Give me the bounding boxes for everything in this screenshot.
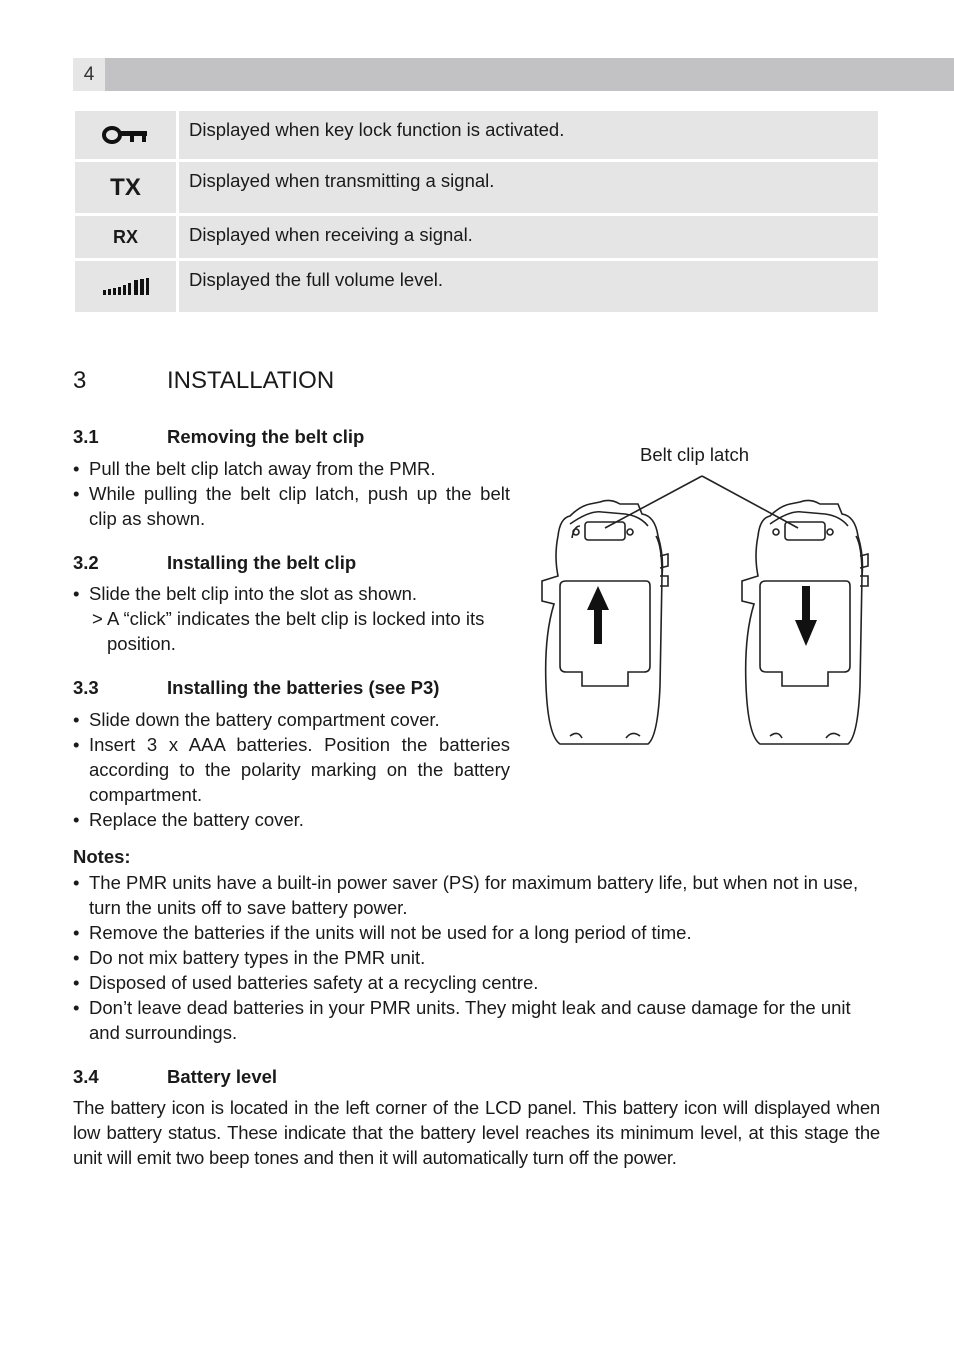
subsection-title: Installing the belt clip bbox=[167, 552, 357, 573]
table-row bbox=[75, 162, 878, 213]
bullet-list bbox=[73, 707, 510, 832]
key-icon bbox=[101, 124, 151, 146]
subsection-title: Installing the batteries (see P3) bbox=[167, 677, 440, 698]
list-item: • The PMR units have a built-in power saver (PS) for maximum battery life, but when not in use, turn the units off to save battery power. bbox=[73, 872, 859, 918]
list-item: • Do not mix battery types in the PMR unit. bbox=[73, 947, 426, 968]
list-item: • Remove the batteries if the units will not be used for a long period of time. bbox=[73, 922, 692, 943]
subsection-heading bbox=[73, 1066, 277, 1088]
icon-description: Displayed when receiving a signal. bbox=[179, 216, 878, 258]
table-row bbox=[75, 261, 878, 312]
bullet-list bbox=[73, 581, 510, 656]
subsection-title: Removing the belt clip bbox=[167, 426, 365, 447]
bullet-list bbox=[73, 456, 510, 531]
belt-clip-illustration bbox=[530, 436, 875, 756]
header-bar bbox=[73, 58, 954, 91]
bullet-glyph: • bbox=[73, 709, 80, 730]
table-row bbox=[75, 111, 878, 159]
subsection-heading bbox=[73, 426, 364, 448]
section-number: 3 bbox=[73, 367, 87, 394]
rx-icon: RX bbox=[112, 226, 138, 247]
bullet-glyph: • bbox=[73, 583, 80, 604]
list-item: • While pulling the belt clip latch, push up the belt clip as shown. bbox=[73, 483, 510, 529]
icon-description: Displayed the full volume level. bbox=[179, 261, 878, 312]
icon-cell bbox=[75, 162, 176, 213]
notes-list bbox=[73, 870, 880, 1045]
list-item: • Replace the battery cover. bbox=[73, 809, 304, 830]
icon-cell bbox=[75, 111, 176, 159]
subsection-title: Battery level bbox=[167, 1066, 278, 1087]
bullet-glyph: • bbox=[73, 872, 80, 893]
icon-cell bbox=[75, 216, 176, 258]
subsection-heading bbox=[73, 552, 356, 574]
icon-description: Displayed when transmitting a signal. bbox=[179, 162, 878, 213]
subsection-number: 3.1 bbox=[73, 426, 99, 447]
body-paragraph: The battery icon is located in the left corner of the LCD panel. This battery icon will displayed when low battery status. These indicate that the battery level reaches its minimum level, at this stage the unit will emit two beep tones and then it will automatically turn off the power. bbox=[73, 1097, 880, 1168]
bullet-glyph: • bbox=[73, 947, 80, 968]
list-item: • Insert 3 x AAA batteries. Position the batteries according to the polarity marking on the battery compartment. bbox=[73, 734, 510, 805]
bullet-glyph: • bbox=[73, 997, 80, 1018]
bullet-glyph: • bbox=[73, 922, 80, 943]
bullet-glyph: • bbox=[73, 734, 80, 755]
subsection-number: 3.2 bbox=[73, 552, 99, 573]
icon-legend-table bbox=[75, 111, 878, 315]
bullet-glyph: • bbox=[73, 972, 80, 993]
icon-cell bbox=[75, 261, 176, 312]
sub-marker: > bbox=[92, 608, 103, 629]
section-title: INSTALLATION bbox=[167, 367, 335, 394]
sub-list-item: > A “click” indicates the belt clip is locked into its position. bbox=[92, 608, 485, 654]
subsection-number: 3.3 bbox=[73, 677, 99, 698]
table-row bbox=[75, 216, 878, 258]
subsection-heading bbox=[73, 677, 439, 699]
bullet-glyph: • bbox=[73, 483, 80, 504]
section-heading bbox=[73, 367, 334, 395]
list-item: • Don’t leave dead batteries in your PMR units. They might leak and cause damage for the unit and surroundings. bbox=[73, 997, 851, 1043]
page-number: 4 bbox=[73, 58, 105, 91]
bullet-glyph: • bbox=[73, 809, 80, 830]
icon-description: Displayed when key lock function is activated. bbox=[179, 111, 878, 159]
list-item: • Pull the belt clip latch away from the PMR. bbox=[73, 458, 436, 479]
list-item: • Disposed of used batteries safety at a recycling centre. bbox=[73, 972, 539, 993]
tx-icon: TX bbox=[110, 173, 141, 201]
notes-heading: Notes: bbox=[73, 846, 131, 867]
list-item: • Slide the belt clip into the slot as shown. bbox=[73, 583, 418, 604]
volume-bars-icon bbox=[102, 277, 150, 297]
belt-clip-figure bbox=[530, 436, 875, 756]
subsection-number: 3.4 bbox=[73, 1066, 99, 1087]
bullet-glyph: • bbox=[73, 458, 80, 479]
figure-label: Belt clip latch bbox=[640, 444, 749, 465]
list-item: • Slide down the battery compartment cover. bbox=[73, 709, 440, 730]
